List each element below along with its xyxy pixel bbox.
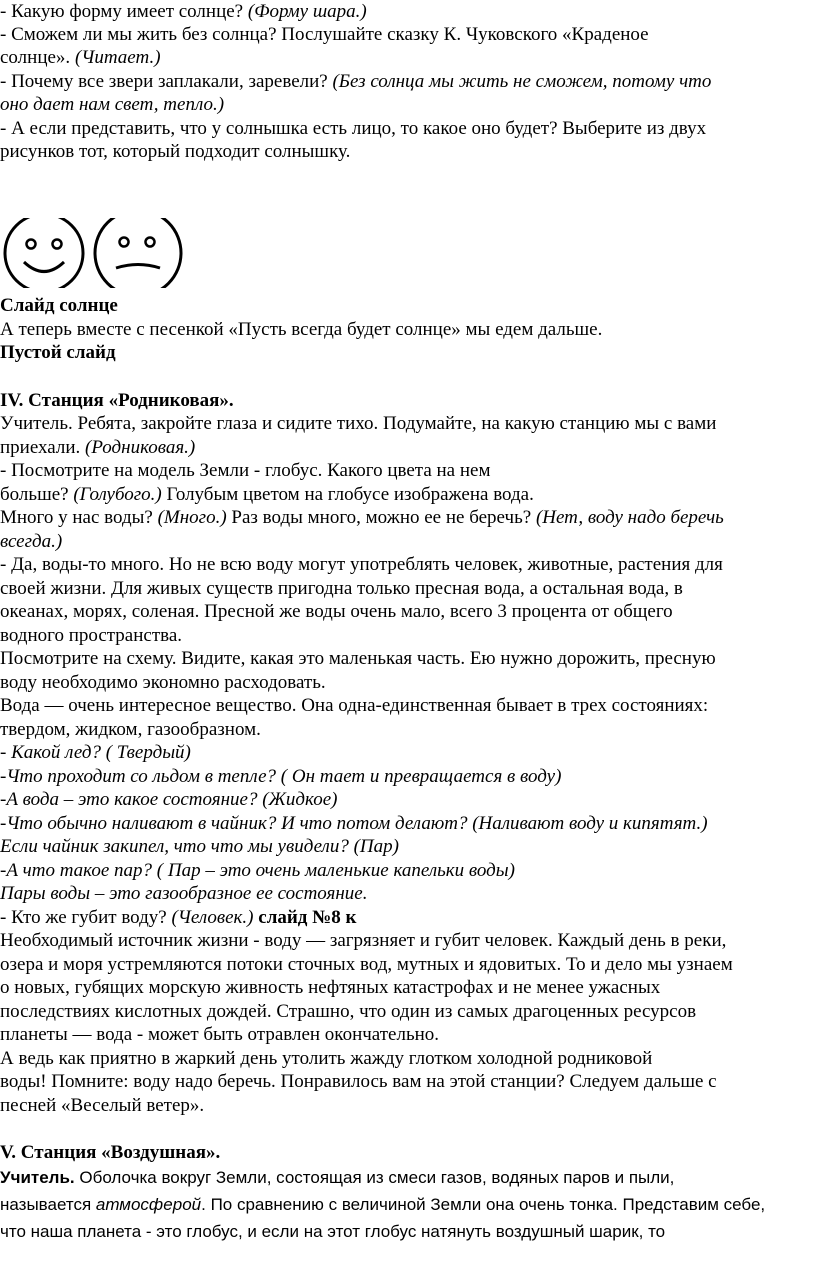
text: IV. Станция «Родниковая». bbox=[0, 390, 234, 411]
text-line bbox=[0, 140, 816, 163]
text-line bbox=[0, 1220, 816, 1243]
text: Пустой слайд bbox=[0, 342, 116, 363]
text: последствиях кислотных дождей. Страшно, что один из самых драгоценных ресурсов bbox=[0, 1001, 697, 1022]
text-line bbox=[0, 953, 816, 976]
text: воду необходимо экономно расходовать. bbox=[0, 672, 326, 693]
text: больше? bbox=[0, 484, 74, 505]
slide-heading-sun bbox=[0, 294, 816, 317]
question-kettle bbox=[0, 812, 816, 835]
text-line bbox=[0, 624, 816, 647]
text-line bbox=[0, 1193, 816, 1216]
text: Вода — очень интересное вещество. Она одна-единственная бывает в трех состояниях: bbox=[0, 695, 709, 716]
answer-text: (Голубого.) bbox=[73, 484, 162, 505]
text-line bbox=[0, 694, 816, 717]
text-line bbox=[0, 600, 816, 623]
faces-illustration bbox=[0, 218, 190, 288]
text: что наша планета - это глобус, и если на этот глобус натянуть воздушный шарик, то bbox=[0, 1222, 666, 1241]
text-line bbox=[0, 1166, 816, 1189]
text-line bbox=[0, 436, 816, 459]
text: озера и моря устремляются потоки сточных вод, мутных и ядовитых. То и дело мы узнаем bbox=[0, 954, 733, 975]
text: - bbox=[0, 742, 12, 763]
remark-text: (Читает.) bbox=[74, 47, 161, 68]
text: - А если представить, что у солнышка есть лицо, то какое оно будет? Выберите из двух bbox=[0, 118, 707, 139]
text-line bbox=[0, 976, 816, 999]
text-line bbox=[0, 412, 816, 435]
question-ice-warm bbox=[0, 765, 816, 788]
text-line bbox=[0, 459, 816, 482]
text: рисунков тот, который подходит солнышку. bbox=[0, 141, 351, 162]
text: Раз воды много, можно ее не беречь? bbox=[226, 507, 536, 528]
text-line bbox=[0, 506, 816, 529]
text: океанах, морях, соленая. Пресной же воды очень мало, всего 3 процента от общего bbox=[0, 601, 673, 622]
steam-statement bbox=[0, 882, 816, 905]
answer-text: (Много.) bbox=[157, 507, 227, 528]
text: планеты — вода - может быть отравлен окончательно. bbox=[0, 1024, 440, 1045]
question-text: Что проходит со льдом в тепле? ( Он тает и превращается в воду) bbox=[6, 766, 562, 787]
question-who-destroys-water bbox=[0, 906, 816, 929]
text: приехали. bbox=[0, 437, 86, 458]
text-line bbox=[0, 1047, 816, 1070]
text: - bbox=[0, 766, 7, 787]
text: - Почему все звери заплакали, заревели? bbox=[0, 71, 333, 92]
question-animals-cried bbox=[0, 70, 816, 93]
answer-text: оно дает нам свет, тепло.) bbox=[0, 94, 225, 115]
text: Слайд солнце bbox=[0, 295, 118, 316]
text: Голубым цветом на глобусе изображена вода. bbox=[161, 484, 534, 505]
text: А ведь как приятно в жаркий день утолить жажду глотком холодной родниковой bbox=[0, 1048, 653, 1069]
question-boiling bbox=[0, 835, 816, 858]
text-line bbox=[0, 929, 816, 952]
text-line bbox=[0, 318, 816, 341]
text-line bbox=[0, 553, 816, 576]
text: - Сможем ли мы жить без солнца? Послушайте сказку К. Чуковского «Краденое bbox=[0, 24, 649, 45]
question-sun-shape bbox=[0, 0, 816, 23]
question-text: Пары воды – это газообразное ее состояние. bbox=[0, 883, 368, 904]
text: - Какую форму имеет солнце? bbox=[0, 1, 248, 22]
text-line bbox=[0, 1000, 816, 1023]
answer-text: всегда.) bbox=[0, 531, 63, 552]
question-steam bbox=[0, 859, 816, 882]
question-text: -А вода – это какое состояние? (Жидкое) bbox=[0, 789, 338, 810]
question-text: Что обычно наливают в чайник? И что потом делают? (Наливают воду и кипятят.) bbox=[6, 813, 708, 834]
term-text: атмосферой bbox=[95, 1195, 202, 1214]
answer-text: (Без солнца мы жить не сможем, потому что bbox=[332, 71, 712, 92]
text: водного пространства. bbox=[0, 625, 183, 646]
text-line bbox=[0, 46, 816, 69]
smiling-face-icon bbox=[5, 218, 83, 288]
question-water-state bbox=[0, 788, 816, 811]
text: называется bbox=[0, 1195, 96, 1214]
text: воды! Помните: воду надо беречь. Понравилось вам на этой станции? Следуем дальше с bbox=[0, 1071, 717, 1092]
text: - bbox=[0, 813, 7, 834]
question-text: Какой лед? ( Твердый) bbox=[11, 742, 191, 763]
question-ice bbox=[0, 741, 816, 764]
text: Необходимый источник жизни - воду — загрязняет и губит человек. Каждый день в реки, bbox=[0, 930, 727, 951]
text: - Кто же губит воду? bbox=[0, 907, 172, 928]
text-line bbox=[0, 671, 816, 694]
text: Оболочка вокруг Земли, состоящая из смеси газов, водяных паров и пыли, bbox=[74, 1168, 675, 1187]
slide-heading-empty bbox=[0, 341, 816, 364]
question-text: -А что такое пар? ( Пар – это очень маленькие капельки воды) bbox=[0, 860, 515, 881]
sad-face-icon bbox=[95, 218, 181, 288]
answer-text: (Человек.) bbox=[171, 907, 254, 928]
text: песней «Веселый ветер». bbox=[0, 1095, 205, 1116]
answer-text: (Нет, воду надо беречь bbox=[535, 507, 724, 528]
text: V. Станция «Воздушная». bbox=[0, 1142, 221, 1163]
section-heading-rodnikovaya bbox=[0, 389, 816, 412]
text: Посмотрите на схему. Видите, какая это маленькая часть. Ею нужно дорожить, пресную bbox=[0, 648, 716, 669]
text-line bbox=[0, 1094, 816, 1117]
text: - Посмотрите на модель Земли - глобус. Какого цвета на нем bbox=[0, 460, 491, 481]
text: А теперь вместе с песенкой «Пусть всегда будет солнце» мы едем дальше. bbox=[0, 319, 603, 340]
text: Учитель. Ребята, закройте глаза и сидите тихо. Подумайте, на какую станцию мы с вами bbox=[0, 413, 717, 434]
speaker-label: Учитель. bbox=[0, 1168, 75, 1187]
text-line bbox=[0, 647, 816, 670]
text-line bbox=[0, 1070, 816, 1093]
text: о новых, губящих морскую живность нефтяных катастрофах и не менее ужасных bbox=[0, 977, 661, 998]
answer-text: (Родниковая.) bbox=[85, 437, 196, 458]
text: солнце». bbox=[0, 47, 75, 68]
section-heading-vozdushnaya bbox=[0, 1141, 816, 1164]
text: - Да, воды-то много. Но не всю воду могут употреблять человек, животные, растения для bbox=[0, 554, 723, 575]
question-live-without-sun bbox=[0, 23, 816, 46]
question-text: Если чайник закипел, что что мы увидели? (Пар) bbox=[0, 836, 399, 857]
answer-text: (Форму шара.) bbox=[247, 1, 367, 22]
text-line bbox=[0, 577, 816, 600]
text-line bbox=[0, 1023, 816, 1046]
text: своей жизни. Для живых существ пригодна только пресная вода, а остальная вода, в bbox=[0, 578, 683, 599]
text-line bbox=[0, 483, 816, 506]
text-line bbox=[0, 718, 816, 741]
text: твердом, жидком, газообразном. bbox=[0, 719, 261, 740]
answer-line bbox=[0, 530, 816, 553]
text: . По сравнению с величиной Земли она очень тонка. Представим себе, bbox=[201, 1195, 766, 1214]
slide-reference: слайд №8 к bbox=[253, 907, 357, 928]
question-sun-face bbox=[0, 117, 816, 140]
answer-line bbox=[0, 93, 816, 116]
text: Много у нас воды? bbox=[0, 507, 158, 528]
